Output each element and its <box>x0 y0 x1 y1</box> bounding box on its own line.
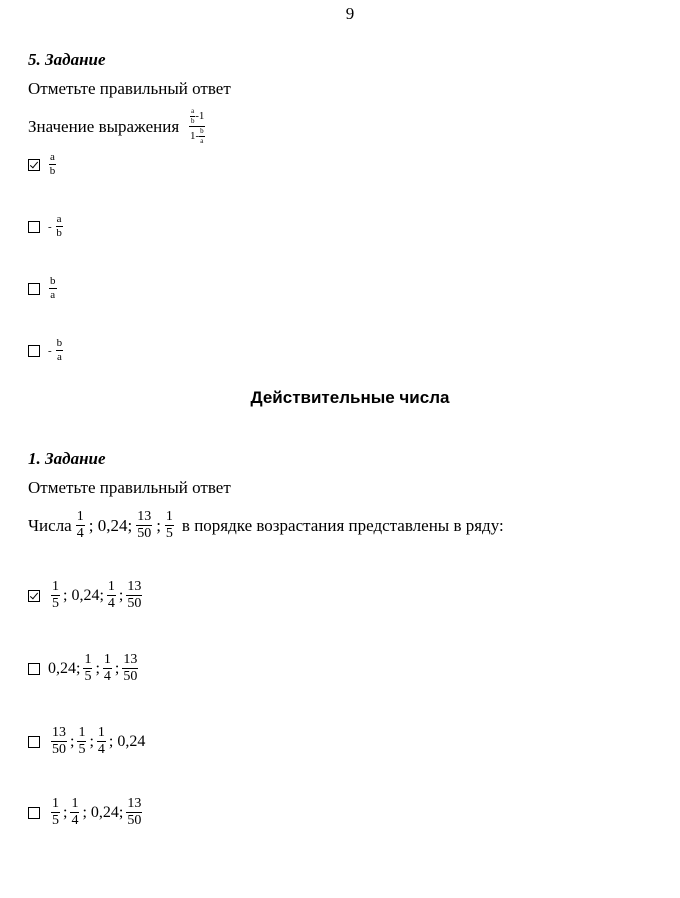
minus-sign: - <box>48 220 52 233</box>
minus-sign: - <box>48 344 52 357</box>
option-fraction <box>77 726 86 757</box>
task-1-instruction: Отметьте правильный ответ <box>28 478 231 497</box>
task-5-option-3[interactable] <box>28 276 58 301</box>
option-fraction-num: 13 <box>123 652 138 667</box>
expr-top-den: b <box>190 117 195 125</box>
task-1-option-4[interactable] <box>28 797 145 828</box>
task-1-title: 1. Задание <box>28 449 106 468</box>
option-fraction-num: 1 <box>84 652 92 667</box>
option-fraction-den: b <box>49 165 56 177</box>
option-fraction <box>56 214 63 239</box>
expr-bottom-lead: 1- <box>189 130 200 142</box>
option-fraction <box>83 653 92 684</box>
task-5-instruction: Отметьте правильный ответ <box>28 79 231 98</box>
checkbox[interactable] <box>28 807 40 819</box>
task-5-title: 5. Задание <box>28 50 106 69</box>
option-fraction-num: 13 <box>127 796 142 811</box>
question-fraction-2: $\frac{13}{50}$ <box>137 509 152 541</box>
option-fraction <box>126 580 142 611</box>
option-fraction-num: 1 <box>52 579 59 594</box>
option-fraction-den: 5 <box>52 596 59 611</box>
option-fraction-num: 1 <box>71 796 79 811</box>
question-fraction-3: $\frac{1}{5}$ <box>165 509 173 541</box>
option-fraction-num: a <box>50 151 55 163</box>
expr-top-rest: -1 <box>195 110 205 122</box>
option-fraction-den: 4 <box>97 742 105 757</box>
task-5-question <box>28 108 205 145</box>
option-fraction-den: a <box>50 289 56 301</box>
section-title: Действительные числа <box>250 388 450 407</box>
task-5-option-1[interactable] <box>28 152 57 177</box>
option-fraction <box>126 797 142 828</box>
task-1-option-1[interactable] <box>28 580 145 611</box>
checkbox[interactable] <box>28 221 40 233</box>
option-fraction-den: 50 <box>127 596 142 611</box>
question-sep-2: ; <box>156 515 161 535</box>
option-fraction-num: 13 <box>127 579 142 594</box>
option-text: ; <box>114 659 120 677</box>
option-fraction-num: 1 <box>103 652 111 667</box>
option-fraction-den: 5 <box>78 742 86 757</box>
option-text: 0,24; <box>48 659 81 677</box>
option-fraction <box>103 653 112 684</box>
option-fraction-num: b <box>50 275 56 287</box>
task-1-question-suffix: в порядке возрастания представлены в ряду: <box>181 515 504 535</box>
task-5-question-text: Значение выражения <box>28 116 180 136</box>
option-fraction-num: 13 <box>52 725 66 740</box>
option-fraction-den: 4 <box>107 596 115 611</box>
option-fraction <box>122 653 138 684</box>
expr-bottom-fraction <box>199 128 205 145</box>
checkbox[interactable] <box>28 663 40 675</box>
option-fraction <box>49 152 56 177</box>
checkbox[interactable] <box>28 283 40 295</box>
checkbox[interactable] <box>28 736 40 748</box>
option-text: ; <box>63 803 68 821</box>
task-1-question <box>28 510 504 541</box>
checkbox[interactable] <box>28 590 40 602</box>
expr-bottom-den: a <box>200 137 204 145</box>
question-sep-1: ; 0,24; <box>88 515 133 535</box>
option-fraction-num: 1 <box>107 579 115 594</box>
option-text: ; 0,24; <box>82 803 124 821</box>
option-fraction <box>51 726 67 757</box>
option-fraction-num: 1 <box>78 725 86 740</box>
option-text: ; <box>89 732 94 750</box>
option-fraction-den: 50 <box>52 742 66 757</box>
option-fraction <box>56 338 64 363</box>
option-text: ; <box>70 732 75 750</box>
task-5-option-2[interactable] <box>28 214 64 239</box>
option-fraction-num: 1 <box>52 796 59 811</box>
checkbox[interactable] <box>28 159 40 171</box>
task-1-option-3[interactable] <box>28 726 145 757</box>
expr-bottom-num: b <box>200 127 204 135</box>
task-1-option-2[interactable] <box>28 653 141 684</box>
option-text: ; <box>95 659 100 677</box>
option-text: ; 0,24 <box>108 732 146 750</box>
option-fraction-den: 50 <box>127 813 142 828</box>
option-fraction <box>51 580 60 611</box>
task-5-option-4[interactable] <box>28 338 64 363</box>
option-fraction <box>107 580 116 611</box>
option-fraction-den: 4 <box>103 669 111 684</box>
option-fraction-den: 5 <box>84 669 92 684</box>
option-fraction-den: 5 <box>52 813 59 828</box>
option-fraction <box>49 276 57 301</box>
page-number: 9 <box>345 4 355 23</box>
option-fraction <box>97 726 106 757</box>
option-fraction-num: a <box>56 213 62 225</box>
checkbox[interactable] <box>28 345 40 357</box>
option-fraction-num: 1 <box>97 725 105 740</box>
expr-top-num: a <box>191 107 195 115</box>
option-text: ; <box>118 586 124 604</box>
option-fraction-den: 4 <box>71 813 79 828</box>
option-fraction-den: 50 <box>123 669 138 684</box>
option-fraction-den: b <box>56 227 62 239</box>
option-text: ; 0,24; <box>63 586 104 604</box>
option-fraction-den: a <box>56 351 62 363</box>
option-fraction-num: b <box>56 337 63 349</box>
option-fraction <box>51 797 60 828</box>
task-5-expression <box>189 108 205 145</box>
question-fraction-1: $\frac{1}{4}$ <box>76 509 84 541</box>
option-fraction <box>70 797 79 828</box>
task-1-question-prefix: Числа <box>28 515 72 535</box>
